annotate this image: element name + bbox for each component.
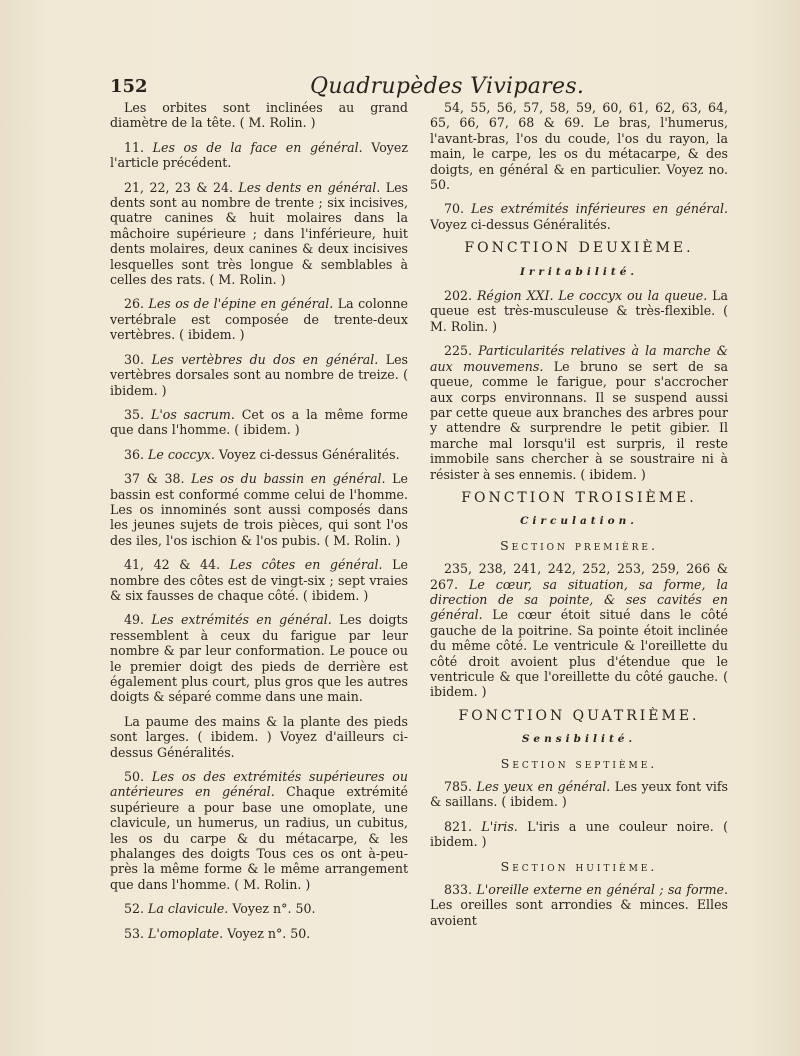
paragraph-text: Voyez n°. 50. — [227, 925, 311, 941]
item-number: 70. — [444, 201, 465, 217]
item-title: Les os de l'épine en général. — [148, 296, 334, 312]
paragraph-text: Le bruno se sert de sa queue, comme le farigue, pour s'accrocher aux corps environnans. Il se suspend aussi par cette queue aux branches des arbres pour y attendre & surprendre le petit gibier. Il marche mal lorsqu'il est surpris, il reste immobile sans chercher à se soustraire ni à résister à ses ennemis. ( ibidem. ) — [430, 358, 728, 482]
paragraph-text: Les vertèbres dorsales sont au nombre de treize. ( ibidem. ) — [110, 351, 408, 398]
item-number: 202. — [444, 288, 473, 304]
paragraph — [430, 882, 728, 928]
paragraph-text: L'iris a une couleur noire. ( ibidem. ) — [430, 818, 728, 850]
item-number: 785. — [444, 779, 473, 795]
item-title: Les os de la face en général. — [152, 139, 363, 155]
paragraph — [110, 714, 408, 760]
item-number: 50. — [124, 769, 145, 785]
paragraph-text: Voyez ci-dessus Généralités. — [218, 446, 400, 462]
item-title: Les extrémités en général. — [151, 612, 332, 628]
fonction-heading: FONCTION DEUXIÈME. — [464, 240, 694, 257]
item-title: L'os sacrum. — [150, 406, 235, 422]
paragraph-text: Le cœur étoit situé dans le côté gauche de la poitrine. Sa pointe étoit inclinée du même côté. Le ventricule & l'oreillette du côté droit avoient plus d'étendue que le ventricule & que l'oreillette du côté gauche. ( ibidem. ) — [430, 607, 728, 700]
paragraph — [110, 140, 408, 171]
left-column — [110, 100, 408, 950]
paragraph-text: Voyez l'article précédent. — [110, 139, 408, 171]
item-title: Les extrémités inférieures en général. — [471, 201, 728, 217]
item-number: 49. — [124, 612, 145, 628]
item-number: 41, 42 & 44. — [124, 557, 221, 573]
paragraph-text: La queue est très-musculeuse & très-flexible. ( M. Rolin. ) — [430, 288, 728, 334]
paragraph — [110, 180, 408, 288]
item-title: Le cœur, sa situation, sa forme, la direction de sa pointe, & ses cavités en général. — [430, 576, 728, 623]
paragraph-text: Cet os a la même forme que dans l'homme. ( ibidem. ) — [110, 406, 408, 438]
item-number: 35. — [124, 406, 145, 422]
paragraph-text: Les yeux font vifs & saillans. ( ibidem. ) — [430, 779, 728, 810]
paragraph-text: La colonne vertébrale est composée de trente-deux vertèbres. ( ibidem. ) — [110, 296, 409, 343]
paragraph-text: Chaque extrémité supérieure a pour base une omoplate, une clavicule, un humerus, un radius, un cubitus, les os du carpe & du métacarpe, & les phalanges des doigts Tous ces os ont à-peu-près la même forme & le même arrangement que dans l'homme. ( M. Rolin. ) — [110, 784, 408, 892]
page-number: 152 — [110, 76, 148, 97]
subheading: Sensibilité. — [521, 733, 637, 746]
item-number: 26. — [124, 296, 145, 312]
item-title: Particularités relatives à la marche & aux mouvemens. — [430, 343, 728, 374]
paragraph-text: 54, 55, 56, 57, 58, 59, 60, 61, 62, 63, 64, 65, 66, 67, 68 & 69. Le bras, l'humerus, l'avant-bras, l'os du coude, l'os du rayon, la main, le carpe, les os du métacarpe, & des doigts, en général & en particulier. Voyez no. 50. — [430, 100, 728, 193]
paragraph — [110, 926, 408, 941]
right-column — [430, 100, 728, 937]
section-heading: Section première. — [500, 537, 658, 553]
paragraph — [110, 901, 408, 916]
paragraph — [430, 561, 728, 700]
item-title: Région XXI. Le coccyx ou la queue. — [476, 288, 708, 304]
fonction-heading: FONCTION TROISIÈME. — [461, 489, 697, 506]
subheading: Irritabilité. — [519, 265, 639, 278]
item-title: L'omoplate. — [148, 925, 224, 941]
paragraph-text: Les orbites sont inclinées au grand diamètre de la tête. ( M. Rolin. ) — [110, 100, 408, 131]
item-title: L'iris. — [481, 818, 518, 834]
subheading: Circulation. — [520, 515, 638, 528]
paragraph-text: Voyez n°. 50. — [232, 901, 316, 917]
section-heading: Section septième. — [500, 755, 658, 771]
paragraph — [430, 201, 728, 232]
paragraph-text: Le bassin est conformé comme celui de l'homme. Les os innominés sont aussi composés dans les jeunes sujets de trois pièces, qui sont l'os des iles, l'os ischion & l'os pubis. ( M. Rolin. ) — [110, 471, 408, 548]
paragraph — [110, 769, 408, 892]
paragraph — [110, 447, 408, 462]
page-header — [110, 76, 750, 100]
paragraph — [430, 779, 728, 810]
item-title: Les vertèbres du dos en général. — [151, 351, 379, 367]
paragraph-text: La paume des mains & la plante des pieds sont larges. ( ibidem. ) Voyez d'ailleurs ci-dessus Généralités. — [110, 713, 408, 760]
paragraph — [430, 819, 728, 850]
paragraph-text: Les oreilles sont arrondies & minces. Elles avoient — [430, 897, 728, 928]
item-number: 37 & 38. — [124, 471, 185, 487]
item-number: 21, 22, 23 & 24. — [124, 179, 233, 195]
paragraph-text: Voyez ci-dessus Généralités. — [430, 216, 611, 232]
item-title: Les côtes en général. — [229, 557, 383, 573]
paragraph — [110, 612, 408, 704]
running-title: Quadrupèdes Vivipares. — [310, 74, 585, 99]
item-title: Les os du bassin en général. — [191, 471, 386, 487]
item-number: 235, 238, 241, 242, 252, 253, 259, 266 & 267. — [430, 561, 728, 592]
paragraph — [430, 100, 728, 192]
paragraph — [110, 407, 408, 438]
paragraph-text: Le nombre des côtes est de vingt-six ; sept vraies & six fausses de chaque côté. ( ibidem. ) — [110, 557, 408, 603]
item-number: 53. — [124, 925, 145, 941]
item-number: 36. — [124, 446, 145, 462]
paragraph — [430, 288, 728, 334]
item-number: 11. — [124, 139, 145, 155]
paragraph — [110, 352, 408, 398]
item-number: 833. — [444, 882, 473, 898]
paragraph — [110, 557, 408, 603]
paragraph — [110, 296, 408, 342]
item-title: La clavicule. — [148, 901, 229, 917]
paragraph — [110, 471, 408, 548]
item-number: 52. — [124, 901, 145, 917]
item-title: Les yeux en général. — [476, 779, 611, 795]
item-title: Le coccyx. — [148, 446, 215, 462]
item-title: L'oreille externe en général ; sa forme. — [476, 882, 728, 898]
paragraph — [430, 343, 728, 482]
section-heading: Section huitième. — [500, 858, 658, 874]
paragraph — [110, 100, 408, 131]
paragraph-text: Les doigts ressemblent à ceux du farigue par leur nombre & par leur conformation. Le pouce ou le premier doigt des pieds de derrière est également plus court, plus gros que les autres doigts & séparé comme dans une main. — [110, 612, 409, 705]
fonction-heading: FONCTION QUATRIÈME. — [458, 707, 700, 724]
item-title: Les os des extrémités supérieures ou antérieures en général. — [110, 769, 408, 800]
item-number: 821. — [444, 818, 473, 834]
item-title: Les dents en général. — [238, 179, 381, 195]
item-number: 30. — [124, 351, 145, 367]
paragraph-text: Les dents sont au nombre de trente ; six incisives, quatre canines & huit molaires dans la mâchoire supérieure ; dans l'inférieure, huit dents molaires, deux canines & deux incisives lesquelles sont très longue & semblables à celles des rats. ( M. Rolin. ) — [110, 179, 408, 288]
item-number: 225. — [444, 343, 473, 359]
